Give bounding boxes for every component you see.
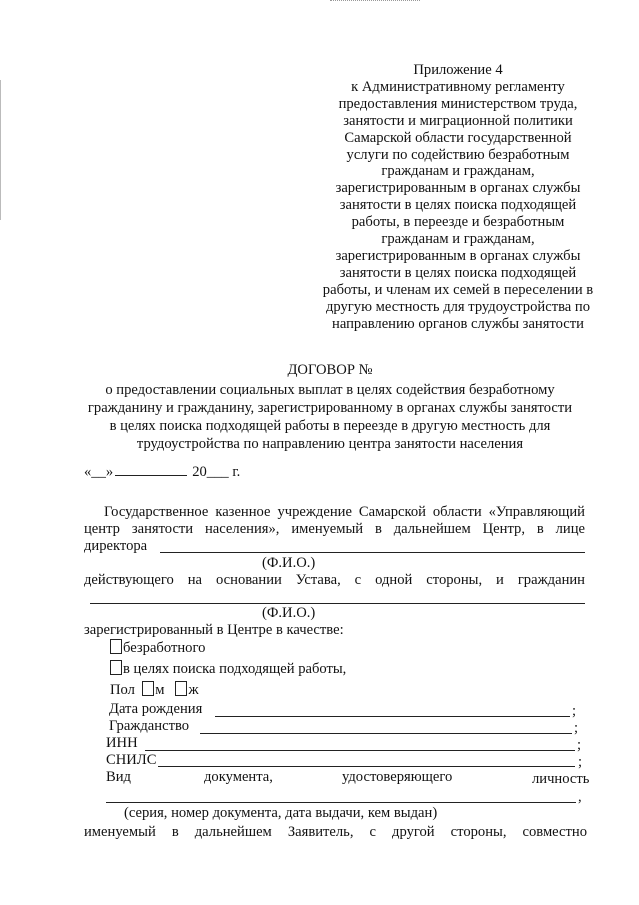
option-unemployed-label: безработного <box>123 640 206 656</box>
id-document-caption: (серия, номер документа, дата выдачи, кем выдан) <box>124 805 438 821</box>
document-title: ДОГОВОР № <box>287 362 373 378</box>
subtitle-line: о предоставлении социальных выплат в целях содействия безработному <box>105 382 555 398</box>
appendix-line: работы, и членам их семей в переселении в <box>322 281 594 298</box>
appendix-line: работы, в переезде и безработным <box>351 214 565 231</box>
sex-row <box>110 681 199 699</box>
scan-edge <box>0 80 1 220</box>
subtitle-line: гражданину и гражданину, зарегистрированному в органах службы занятости <box>87 400 573 416</box>
director-label: директора <box>84 538 148 554</box>
party-line-3: действующего на основании Устава, с одной стороны, и гражданин <box>84 572 585 588</box>
checkbox-unemployed[interactable] <box>110 639 122 654</box>
appendix-line: другую местность для трудоустройства по <box>325 298 590 315</box>
appendix-line: услуги по содействию безработным <box>346 146 570 163</box>
checkbox-female[interactable] <box>175 681 187 696</box>
doc-word-3: удостоверяющего <box>342 769 453 785</box>
comma: , <box>578 789 582 805</box>
option-unemployed[interactable] <box>110 639 205 657</box>
id-document-field[interactable] <box>106 802 576 803</box>
appendix-line: Самарской области государственной <box>344 129 572 146</box>
party-line-1: Государственное казенное учреждение Самарской области «Управляющий <box>104 504 585 520</box>
dob-label: Дата рождения <box>109 701 203 717</box>
appendix-line: гражданам и гражданам, <box>381 231 535 247</box>
option-job-search-label: в целях поиска подходящей работы, <box>123 661 347 677</box>
snils-label: СНИЛС <box>106 752 157 768</box>
snils-field[interactable] <box>158 766 575 767</box>
subtitle-line: в целях поиска подходящей работы в переезде в другую местность для <box>109 418 551 434</box>
inn-label: ИНН <box>106 735 138 751</box>
semicolon: ; <box>578 754 583 770</box>
appendix-line: зарегистрированным в органах службы <box>335 247 581 264</box>
semicolon: ; <box>574 720 579 736</box>
citizenship-label: Гражданство <box>109 718 190 734</box>
option-job-search[interactable] <box>110 660 346 678</box>
appendix-line: Приложение 4 <box>413 62 503 78</box>
fio-caption-1: (Ф.И.О.) <box>262 555 316 571</box>
party-line-4: именуемый в дальнейшем Заявитель, с другой стороны, совместно <box>84 824 587 840</box>
date-day: «__» <box>84 464 114 480</box>
doc-word-2: документа, <box>204 769 273 785</box>
citizenship-field[interactable] <box>200 733 572 734</box>
director-name-field[interactable] <box>160 552 585 553</box>
male-label: м <box>155 682 165 698</box>
dob-field[interactable] <box>215 716 570 717</box>
appendix-line: предоставления министерством труда, <box>338 95 578 112</box>
subtitle-line: трудоустройства по направлению центра занятости населения <box>136 436 524 452</box>
date-line <box>84 464 240 481</box>
doc-word-1: Вид <box>106 769 131 785</box>
appendix-line: занятости в целях поиска подходящей <box>339 264 577 281</box>
scan-artifact <box>330 0 420 1</box>
appendix-line: к Административному регламенту <box>351 78 565 95</box>
appendix-line: направлению органов службы занятости <box>332 315 584 332</box>
appendix-line: занятости и миграционной политики <box>343 112 573 129</box>
appendix-line: гражданам и гражданам, <box>381 163 535 180</box>
citizen-name-field[interactable] <box>90 603 585 604</box>
sex-label: Пол <box>110 682 135 698</box>
date-year: 20___ г. <box>192 464 241 480</box>
appendix-line: занятости в целях поиска подходящей <box>339 197 577 214</box>
registered-as-label: зарегистрированный в Центре в качестве: <box>84 622 344 638</box>
semicolon: ; <box>572 703 577 719</box>
doc-word-4: личность <box>532 771 590 787</box>
checkbox-job-search[interactable] <box>110 660 122 675</box>
female-label: ж <box>188 682 199 698</box>
inn-field[interactable] <box>145 750 575 751</box>
party-line-2: центр занятости населения», именуемый в дальнейшем Центр, в лице <box>84 521 585 537</box>
semicolon: ; <box>577 737 582 753</box>
appendix-line: зарегистрированным в органах службы <box>335 180 581 197</box>
fio-caption-2: (Ф.И.О.) <box>262 605 316 621</box>
checkbox-male[interactable] <box>142 681 154 696</box>
